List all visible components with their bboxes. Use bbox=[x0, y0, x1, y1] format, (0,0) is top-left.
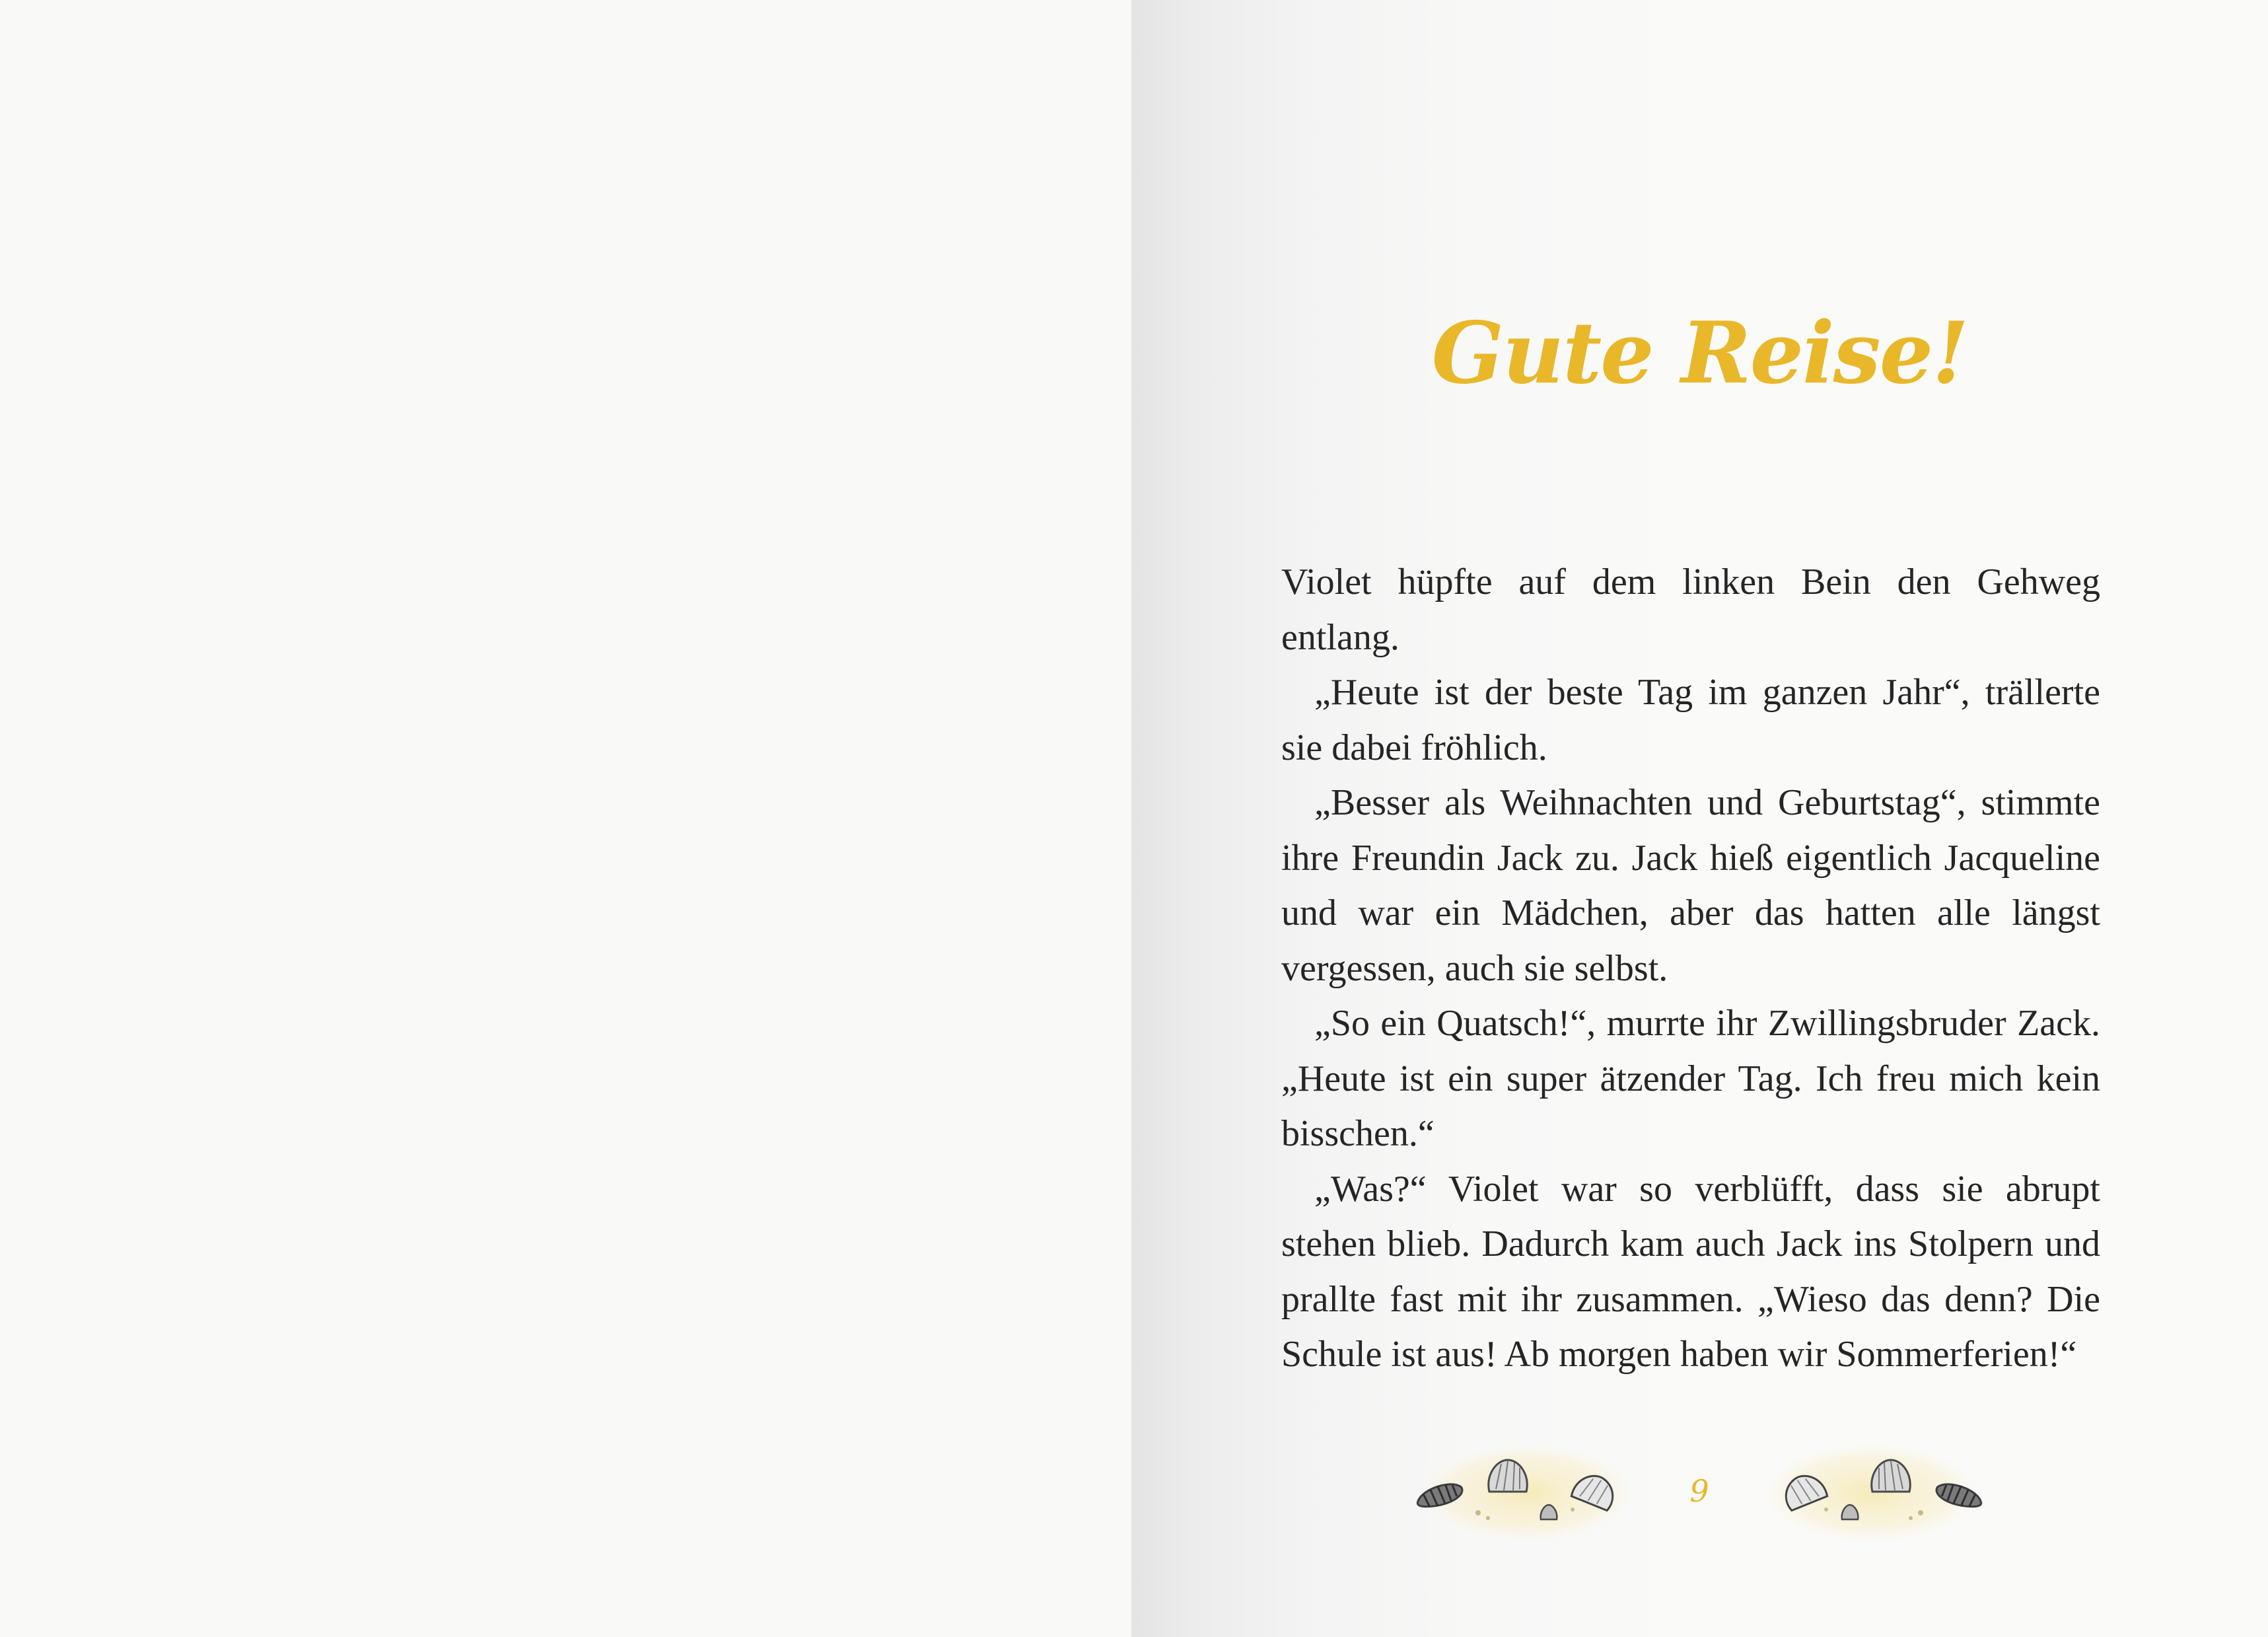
paragraph-2: „Heute ist der beste Tag im ganzen Jahr“, trällerte sie dabei fröhlich. bbox=[1281, 672, 2100, 768]
paragraph-1: Violet hüpfte auf dem linken Bein den Gehweg entlang. bbox=[1281, 562, 2100, 658]
chapter-body bbox=[1281, 555, 2100, 1383]
seashells-left-icon bbox=[1396, 1434, 1660, 1552]
chapter-title: Gute Reise! bbox=[1431, 304, 1968, 403]
paragraph-4: „So ein Quatsch!“, murrte ihr Zwillingsbruder Zack. „Heute ist ein super ätzender Tag. Ich freu mich kein bisschen.“ bbox=[1281, 1003, 2100, 1154]
paragraph-5: „Was?“ Violet war so verblüfft, dass sie abrupt stehen blieb. Dadurch kam auch Jack ins Stolpern und prallte fast mit ihr zusammen. „Wieso das denn? Die Schule ist aus! Ab morgen haben wir Sommerferien!“ bbox=[1281, 1168, 2100, 1375]
right-page bbox=[1131, 0, 2268, 1637]
left-page-blank bbox=[0, 0, 1131, 1637]
seashells-right-icon bbox=[1739, 1434, 2003, 1552]
paragraph-3: „Besser als Weihnachten und Geburtstag“, stimmte ihre Freundin Jack zu. Jack hieß eigentlich Jacqueline und war ein Mädchen, aber das hatten alle längst vergessen, auch sie selbst. bbox=[1281, 782, 2100, 989]
page-number: 9 bbox=[1689, 1473, 1709, 1509]
page-footer bbox=[1131, 1434, 2268, 1552]
